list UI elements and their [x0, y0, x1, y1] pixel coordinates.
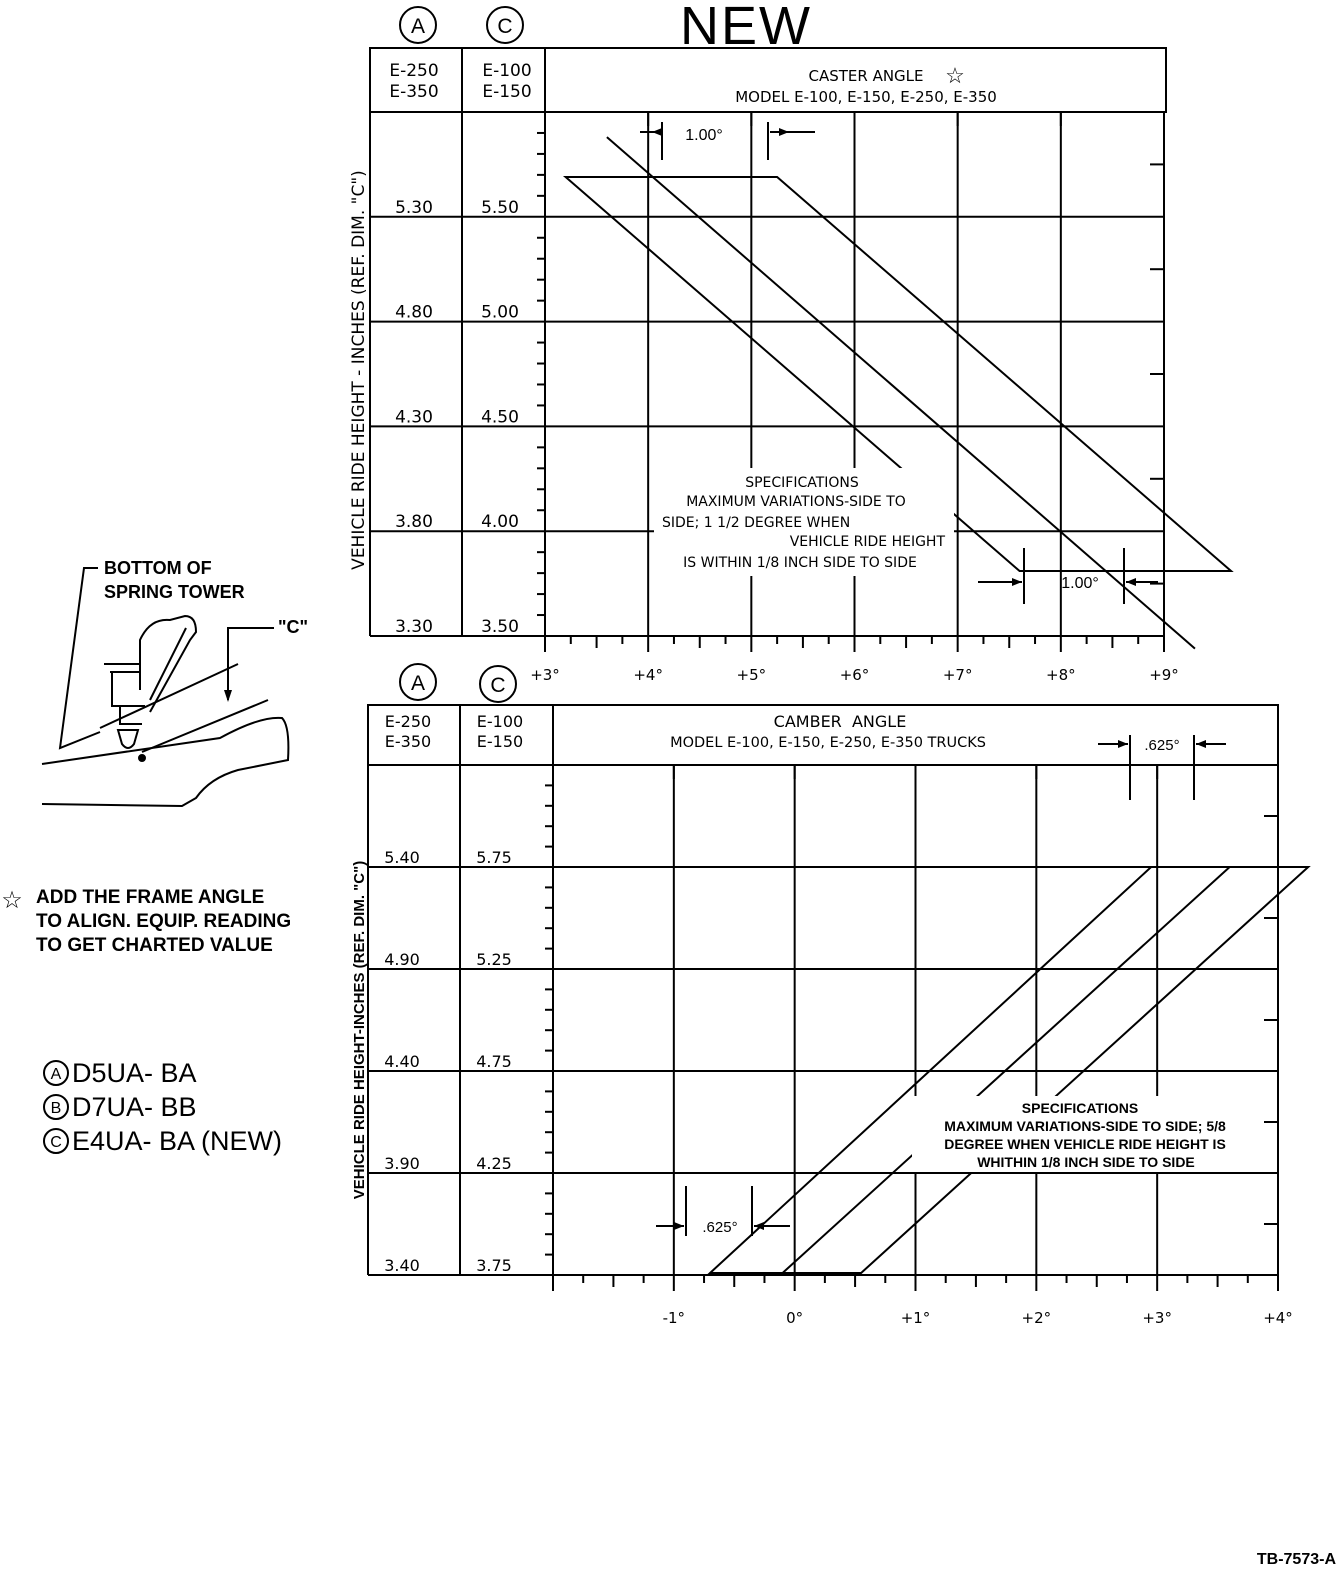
caster-tol-bottom-left-arrow	[1012, 578, 1022, 586]
legend-text: D7UA- BB	[72, 1092, 197, 1122]
caster-tol-top-left-arrow	[652, 128, 662, 136]
camber-tol-top-right-arrow	[1196, 740, 1206, 748]
camber-spec-line1: SPECIFICATIONS	[1021, 1100, 1139, 1116]
caster-row-label-a: 3.80	[395, 512, 433, 533]
bump-stop	[118, 730, 138, 748]
caster-row-label-c: 4.50	[481, 407, 519, 428]
camber-x-tick-label: +1°	[900, 1309, 931, 1327]
tower-inner	[150, 628, 186, 700]
camber-col-a-line2: E-350	[384, 732, 432, 751]
frame-angle-note	[1, 887, 291, 956]
diagram-label-line1: BOTTOM OF	[104, 558, 212, 578]
diagram-label-line2: SPRING TOWER	[104, 582, 245, 602]
caster-title-star: ☆	[945, 63, 965, 88]
camber-title: CAMBER ANGLE	[773, 712, 907, 731]
caster-x-tick-label: +4°	[633, 666, 663, 684]
caster-col-c-line1: E-100	[482, 61, 532, 81]
caster-row-label-a: 3.30	[395, 617, 433, 637]
caster-x-tick-label: +9°	[1149, 666, 1179, 684]
leader-line	[60, 568, 100, 748]
circle-a-top-label: A	[410, 15, 426, 38]
camber-col-c-line2: E-150	[476, 732, 524, 751]
bracket	[104, 664, 145, 724]
caster-col-c-line2: E-150	[482, 82, 532, 102]
figure-id: TB-7573-A	[1256, 1551, 1336, 1568]
camber-col-a-line1: E-250	[384, 712, 432, 731]
camber-tol-bottom-label: .625°	[702, 1219, 738, 1236]
camber-row-label-c: 5.75	[476, 848, 512, 867]
frame-lines	[100, 664, 268, 752]
caster-x-ticks	[530, 666, 1179, 684]
camber-subtitle: MODEL E-100, E-150, E-250, E-350 TRUCKS	[670, 735, 986, 751]
caster-spec-line1: SPECIFICATIONS	[745, 475, 859, 491]
camber-spec-line4: WHITHIN 1/8 INCH SIDE TO SIDE	[977, 1154, 1195, 1170]
circle-a-mid-label: A	[410, 672, 426, 695]
camber-row-label-a: 3.90	[384, 1154, 420, 1173]
caster-tol-bottom	[978, 548, 1158, 604]
note-star: ☆	[1, 887, 23, 914]
camber-row-label-c: 4.75	[476, 1052, 512, 1071]
camber-row-label-a: 4.90	[384, 950, 420, 969]
note-line2: TO ALIGN. EQUIP. READING	[36, 911, 292, 932]
caster-tol-top-label: 1.00°	[685, 127, 723, 144]
camber-x-tick-label: +2°	[1021, 1309, 1052, 1327]
caster-spec-line4: VEHICLE RIDE HEIGHT	[789, 534, 945, 550]
caster-subtitle: MODEL E-100, E-150, E-250, E-350	[735, 88, 997, 106]
caster-x-tick-label: +3°	[530, 666, 560, 684]
legend-key: A	[50, 1066, 62, 1083]
camber-grid	[368, 765, 1278, 1291]
caster-spec-line5: IS WITHIN 1/8 INCH SIDE TO SIDE	[683, 555, 917, 571]
camber-col-c-line1: E-100	[476, 712, 524, 731]
caster-row-label-c: 5.50	[481, 197, 519, 218]
camber-tol-top	[1098, 735, 1226, 800]
camber-tol-bottom	[656, 1186, 790, 1236]
caster-y-label: VEHICLE RIDE HEIGHT - INCHES (REF. DIM. "C")	[349, 170, 369, 570]
legend-text: E4UA- BA (NEW)	[72, 1126, 283, 1156]
caster-col-a-line2: E-350	[389, 82, 439, 102]
camber-tol-top-label: .625°	[1144, 737, 1180, 754]
new-label: NEW	[680, 0, 812, 56]
caster-spec-line3: SIDE; 1 1/2 DEGREE WHEN	[662, 515, 851, 531]
caster-spec-line2: MAXIMUM VARIATIONS-SIDE TO	[686, 494, 906, 510]
camber-tol-bottom-left-arrow	[674, 1222, 684, 1230]
camber-series	[710, 867, 1308, 1273]
camber-row-label-c: 4.25	[476, 1154, 512, 1173]
camber-tolerance-band	[710, 867, 1308, 1273]
camber-row-label-a: 3.40	[384, 1256, 420, 1275]
caster-x-tick-label: +5°	[736, 666, 767, 684]
camber-chart	[351, 664, 1308, 1327]
caster-tol-bottom-label: 1.00°	[1061, 575, 1099, 592]
legend	[44, 1058, 282, 1156]
caster-col-a-line1: E-250	[389, 61, 439, 81]
caster-x-tick-label: +6°	[839, 666, 870, 684]
camber-x-tick-label: +3°	[1142, 1309, 1172, 1327]
camber-tol-top-left-arrow	[1118, 740, 1128, 748]
camber-row-label-c: 5.25	[476, 950, 512, 969]
legend-text: D5UA- BA	[72, 1058, 197, 1088]
caster-tol-bottom-right-arrow	[1126, 578, 1136, 586]
note-line1: ADD THE FRAME ANGLE	[36, 887, 265, 908]
caster-chart	[349, 48, 1231, 684]
axle-outline	[42, 718, 288, 806]
caster-row-label-a: 5.30	[395, 197, 433, 218]
c-arrow	[224, 690, 232, 702]
circle-c-mid-label: C	[490, 674, 506, 697]
camber-row-label-c: 3.75	[476, 1256, 512, 1275]
camber-row-label-a: 5.40	[384, 848, 420, 867]
spring-tower-diagram	[42, 558, 308, 806]
camber-spec-line2: MAXIMUM VARIATIONS-SIDE TO SIDE; 5/8	[944, 1118, 1226, 1134]
caster-row-labels	[395, 198, 519, 637]
caster-row-label-c: 4.00	[481, 512, 519, 533]
caster-tol-top-right-arrow	[779, 128, 789, 136]
caster-x-tick-label: +8°	[1046, 666, 1076, 684]
caster-row-label-c: 5.00	[481, 302, 519, 323]
diagram-c-label: "C"	[278, 617, 309, 637]
camber-spec-line3: DEGREE WHEN VEHICLE RIDE HEIGHT IS	[944, 1136, 1226, 1152]
circle-c-top-label: C	[497, 15, 513, 38]
camber-x-tick-label: -1°	[662, 1309, 686, 1327]
camber-row-labels	[384, 848, 512, 1275]
c-leader	[228, 628, 274, 700]
camber-nominal-line	[783, 867, 1230, 1273]
caster-row-label-a: 4.80	[395, 302, 433, 323]
pivot-point	[139, 755, 145, 761]
caster-row-label-a: 4.30	[395, 407, 433, 428]
camber-x-tick-label: 0°	[786, 1309, 804, 1327]
caster-tol-top	[640, 122, 815, 160]
caster-x-tick-label: +7°	[942, 666, 973, 684]
camber-row-label-a: 4.40	[384, 1052, 420, 1071]
camber-y-label: VEHICLE RIDE HEIGHT-INCHES (REF. DIM. "C")	[351, 860, 368, 1200]
note-line3: TO GET CHARTED VALUE	[36, 935, 273, 956]
caster-title: CASTER ANGLE	[808, 67, 924, 85]
legend-key: B	[50, 1100, 62, 1117]
caster-row-label-c: 3.50	[481, 617, 519, 637]
camber-x-ticks	[663, 1309, 1293, 1327]
camber-x-tick-label: +4°	[1263, 1309, 1293, 1327]
legend-key: C	[50, 1134, 62, 1151]
